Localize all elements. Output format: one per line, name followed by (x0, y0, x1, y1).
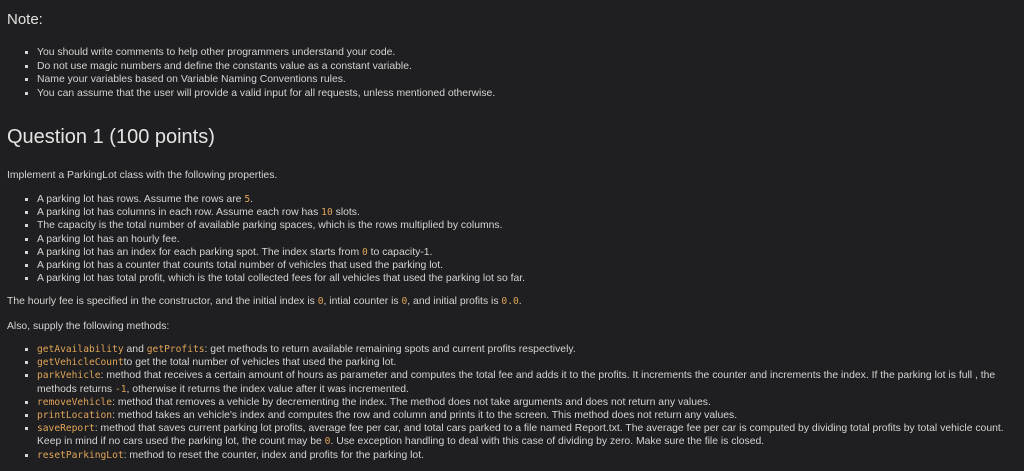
method-name: printLocation (37, 410, 113, 422)
property-item: ▪ A parking lot has total profit, which is the total collected fees for all vehicles that used the parking lot so far. (37, 272, 525, 285)
property-item: ▪ The capacity is the total number of available parking spaces, which is the rows multiplied by columns. (37, 219, 525, 232)
note-item: ▪ Do not use magic numbers and define the constants value as a constant variable. (37, 60, 495, 74)
method-name: getVehicleCount (37, 357, 124, 369)
note-heading: Note: (7, 11, 43, 28)
note-item: ▪ Name your variables based on Variable Naming Conventions rules. (37, 73, 495, 87)
note-list (23, 46, 495, 100)
property-item: ▪ A parking lot has columns in each row. Assume each row has 10 slots. (37, 206, 525, 219)
method-name: getProfits (146, 344, 205, 355)
properties-list (23, 193, 525, 285)
columns-value: 10 (321, 207, 333, 219)
method-item: ▪ saveReport: method that saves current parking lot profits, average fee per car, and total cars parked to a file named Report.txt. The average fee per car is computed by dividing total profits by total vehicle count. Keep in mind if no cars used the parking lot, the count may be 0. Use exception handling to deal with this case of dividing by zero. Make sure the file is closed. (37, 422, 1024, 448)
method-name: resetParkingLot (37, 449, 124, 461)
method-item: ▪ getAvailability and getProfits: get methods to return available remaining spots and current profits respectively. (37, 343, 1024, 356)
method-item: ▪ removeVehicle: method that removes a vehicle by decrementing the index. The method does not take arguments and does not return any values. (37, 396, 1024, 409)
property-item: ▪ A parking lot has an hourly fee. (37, 233, 525, 246)
method-item: ▪ parkVehicle: method that receives a certain amount of hours as parameter and computes the total fee and adds it to the profits. It increments the counter and increments the index. If the parking lot is full , the methods returns -1, otherwise it returns the index value after it was incremented. (37, 369, 1024, 395)
property-item: ▪ A parking lot has an index for each parking spot. The index starts from 0 to capacity-1. (37, 246, 525, 259)
index-start-value: 0 (361, 246, 368, 258)
methods-list (23, 343, 1024, 462)
methods-intro: Also, supply the following methods: (7, 321, 170, 332)
note-item: ▪ You can assume that the user will provide a valid input for all requests, unless mentioned otherwise. (37, 87, 495, 101)
question-heading: Question 1 (100 points) (7, 126, 215, 148)
rows-value: 5 (244, 194, 251, 205)
method-item: ▪ printLocation: method takes an vehicle's index and computes the row and column and prints it to the screen. This method does not return any values. (37, 409, 1024, 422)
note-item: ▪ You should write comments to help other programmers understand your code. (37, 46, 495, 60)
method-name: parkVehicle (37, 370, 101, 382)
intro-paragraph: Implement a ParkingLot class with the following properties. (7, 170, 278, 181)
method-item: ▪ getVehicleCountto get the total number of vehicles that used the parking lot. (37, 356, 1024, 369)
method-name: getAvailability (37, 344, 124, 355)
method-name: removeVehicle (37, 396, 113, 408)
method-name: saveReport (37, 423, 95, 435)
property-item: ▪ A parking lot has a counter that counts total number of vehicles that used the parking lot. (37, 259, 525, 272)
hourly-fee-paragraph: The hourly fee is specified in the constructor, and the initial index is 0, intial counter is 0, and initial profits is 0.0. (7, 296, 522, 307)
property-item: ▪ A parking lot has rows. Assume the rows are 5. (37, 193, 525, 206)
method-item: ▪ resetParkingLot: method to reset the counter, index and profits for the parking lot. (37, 449, 1024, 462)
